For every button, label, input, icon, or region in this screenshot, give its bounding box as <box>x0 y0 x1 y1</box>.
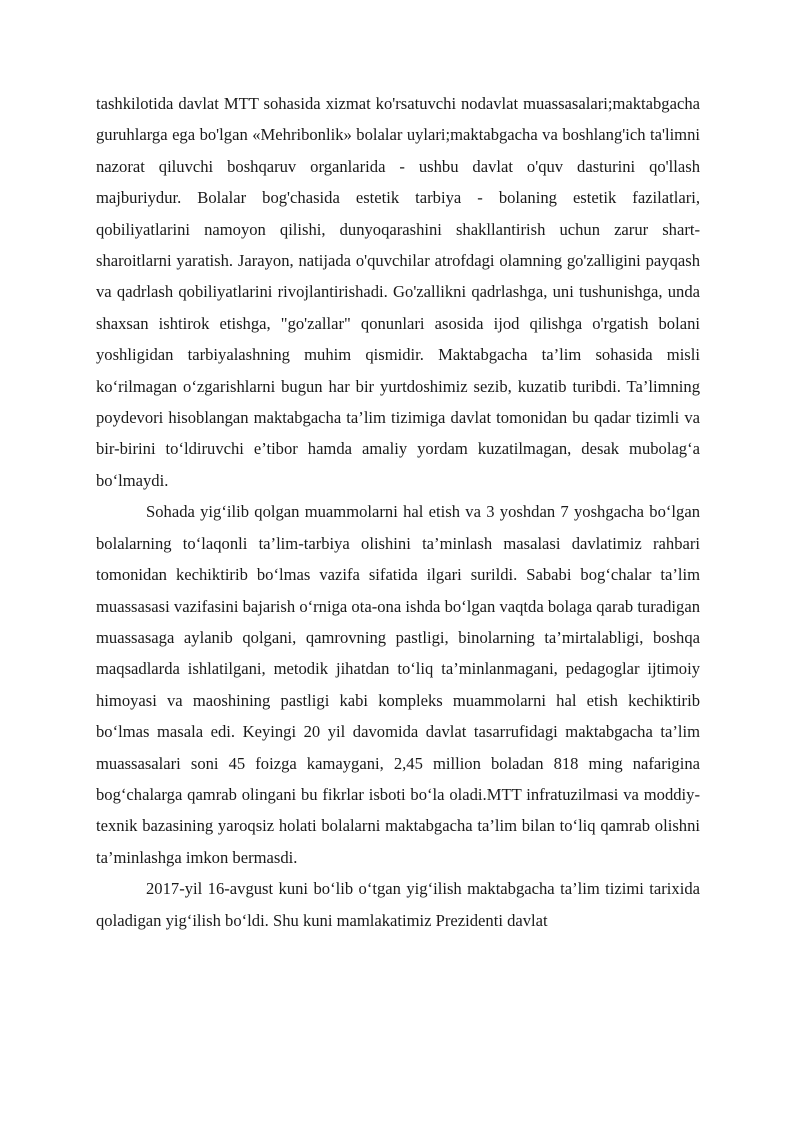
paragraph-2: Sohada yig‘ilib qolgan muammolarni hal etish va 3 yoshdan 7 yoshgacha bo‘lgan bolalarning to‘laqonli ta’lim-tarbiya olishini ta’minlash masalasi davlatimiz rahbari tomonidan kechiktirib bo‘lmas vazifa sifatida ilgari surildi. Sababi bog‘chalar ta’lim muassasasi vazifasini bajarish o‘rniga ota-ona ishda bo‘lgan vaqtda bolaga qarab turadigan muassasaga aylanib qolgani, qamrovning pastligi, binolarning ta’mirtalabligi, boshqa maqsadlarda ishlatilgani, metodik jihatdan to‘liq ta’minlanmagani, pedagoglar ijtimoiy himoyasi va maoshining pastligi kabi kompleks muammolarni hal etish kechiktirib bo‘lmas masala edi. Keyingi 20 yil davomida davlat tasarrufidagi maktabgacha ta’lim muassasalari soni 45 foizga kamaygani, 2,45 million boladan 818 ming nafarigina bog‘chalarga qamrab olingani bu fikrlar isboti bo‘la oladi.MTT infratuzilmasi va moddiy-texnik bazasining yaroqsiz holati bolalarni maktabgacha ta’lim bilan to‘liq qamrab olishni ta’minlashga imkon bermasdi. <box>96 502 700 867</box>
document-page <box>96 88 700 936</box>
paragraph-3: 2017-yil 16-avgust kuni bo‘lib o‘tgan yig‘ilish maktabgacha ta’lim tizimi tarixida qoladigan yig‘ilish bo‘ldi. Shu kuni mamlakatimiz Prezidenti davlat <box>96 879 700 930</box>
paragraph-1: tashkilotida davlat MTT sohasida xizmat ko'rsatuvchi nodavlat muassasalari;maktabgacha guruhlarga ega bo'lgan «Mehribonlik» bolalar uylari;maktabgacha va boshlang'ich ta'limni nazorat qiluvchi boshqaruv organlarida - ushbu davlat o'quv dasturini qo'llash majburiydur. Bolalar bog'chasida estetik tarbiya - bolaning estetik fazilatlari, qobiliyatlarini namoyon qilishi, dunyoqarashini shakllantirish uchun zarur shart-sharoitlarni yaratish. Jarayon, natijada o'quvchilar atrofdagi olamning go'zalligini payqash va qadrlash qobiliyatlarini rivojlantirishadi. Go'zallikni qadrlashga, uni tushunishga, unda shaxsan ishtirok etishga, "go'zallar" qonunlari asosida ijod qilishga o'rgatish bolani yoshligidan tarbiyalashning muhim qismidir. Maktabgacha ta’lim sohasida misli ko‘rilmagan o‘zgarishlarni bugun har bir yurtdoshimiz sezib, kuzatib turibdi. Ta’limning poydevori hisoblangan maktabgacha ta’lim tizimiga davlat tomonidan bu qadar tizimli va bir-birini to‘ldiruvchi e’tibor hamda amaliy yordam kuzatilmagan, desak mubolag‘a bo‘lmaydi. <box>96 94 700 490</box>
